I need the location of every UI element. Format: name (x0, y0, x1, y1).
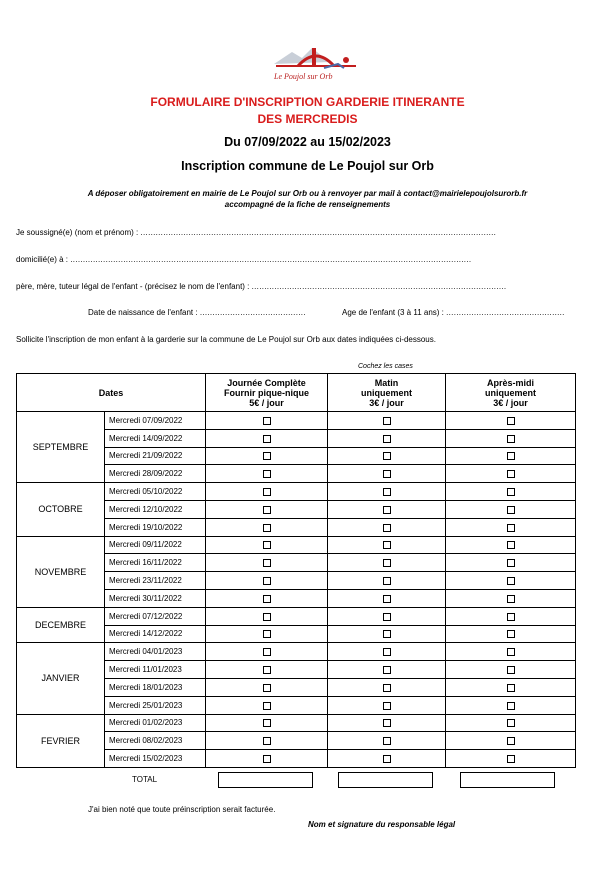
checkbox-journee[interactable] (263, 719, 271, 727)
field-soussigne-label: Je soussigné(e) (nom et prénom) : (16, 228, 141, 237)
month-label: JANVIER (17, 643, 105, 714)
checkbox-cell-journee (206, 518, 328, 536)
checkbox-journee[interactable] (263, 648, 271, 656)
checkbox-cell-journee (206, 661, 328, 679)
date-cell: Mercredi 04/01/2023 (105, 643, 206, 661)
checkbox-cell-journee (206, 678, 328, 696)
checkbox-journee[interactable] (263, 488, 271, 496)
date-cell: Mercredi 23/11/2022 (105, 572, 206, 590)
checkbox-journee[interactable] (263, 755, 271, 763)
registration-table (16, 373, 576, 768)
checkbox-cell-journee (206, 554, 328, 572)
month-label: SEPTEMBRE (17, 412, 105, 483)
checkbox-cell-matin (328, 678, 446, 696)
checkbox-apres-midi[interactable] (507, 613, 515, 621)
checkbox-cell-matin (328, 696, 446, 714)
checkbox-cell-journee (206, 607, 328, 625)
table-header-row (17, 374, 576, 412)
footer-note: J'ai bien noté que toute préinscription serait facturée. (88, 805, 276, 814)
period-text: Du 07/09/2022 au 15/02/2023 (224, 135, 391, 149)
checkbox-matin[interactable] (383, 702, 391, 710)
checkbox-matin[interactable] (383, 595, 391, 603)
form-title-line1: FORMULAIRE D'INSCRIPTION GARDERIE ITINERANTE (150, 95, 465, 109)
checkbox-journee[interactable] (263, 595, 271, 603)
date-cell: Mercredi 09/11/2022 (105, 536, 206, 554)
checkbox-cell-journee (206, 643, 328, 661)
checkbox-apres-midi[interactable] (507, 452, 515, 460)
checkbox-cell-apres-midi (446, 732, 576, 750)
total-matin-box[interactable] (338, 772, 433, 788)
checkbox-apres-midi[interactable] (507, 470, 515, 478)
checkbox-journee[interactable] (263, 559, 271, 567)
field-age-dots[interactable]: ............................................... (446, 308, 565, 317)
checkbox-apres-midi[interactable] (507, 417, 515, 425)
table-row (17, 643, 576, 661)
checkbox-journee[interactable] (263, 737, 271, 745)
month-label: DECEMBRE (17, 607, 105, 643)
date-cell: Mercredi 19/10/2022 (105, 518, 206, 536)
checkbox-apres-midi[interactable] (507, 506, 515, 514)
checkbox-cell-journee (206, 465, 328, 483)
field-soussigne (16, 228, 496, 237)
field-domicile-label: domicilié(e) à : (16, 255, 71, 264)
date-cell: Mercredi 18/01/2023 (105, 678, 206, 696)
checkbox-matin[interactable] (383, 613, 391, 621)
checkbox-journee[interactable] (263, 630, 271, 638)
checkbox-cell-apres-midi (446, 714, 576, 732)
date-cell: Mercredi 07/09/2022 (105, 412, 206, 430)
form-title-line2: DES MERCREDIS (257, 112, 358, 126)
checkbox-cell-apres-midi (446, 536, 576, 554)
instructions-line1: A déposer obligatoirement en mairie de Le Poujol sur Orb ou à renvoyer par mail à contact@mairielepoujolsurorb.fr (87, 189, 528, 198)
checkbox-cell-journee (206, 732, 328, 750)
checkbox-journee[interactable] (263, 417, 271, 425)
field-naissance-dots[interactable]: .......................................... (199, 308, 306, 317)
date-cell: Mercredi 05/10/2022 (105, 483, 206, 501)
checkbox-apres-midi[interactable] (507, 577, 515, 585)
checkbox-matin[interactable] (383, 719, 391, 727)
checkbox-cell-journee (206, 447, 328, 465)
checkbox-cell-matin (328, 643, 446, 661)
total-apres-midi-box[interactable] (460, 772, 555, 788)
checkbox-apres-midi[interactable] (507, 559, 515, 567)
checkbox-apres-midi[interactable] (507, 737, 515, 745)
checkbox-matin[interactable] (383, 559, 391, 567)
checkbox-cell-matin (328, 412, 446, 430)
table-row (17, 483, 576, 501)
month-label: OCTOBRE (17, 483, 105, 536)
checkbox-journee[interactable] (263, 435, 271, 443)
date-cell: Mercredi 11/01/2023 (105, 661, 206, 679)
checkbox-apres-midi[interactable] (507, 435, 515, 443)
checkbox-apres-midi[interactable] (507, 488, 515, 496)
checkbox-cell-journee (206, 750, 328, 768)
checkbox-matin[interactable] (383, 630, 391, 638)
sollicite-text: Sollicite l'inscription de mon enfant à la garderie sur la commune de Le Poujol sur Orb aux dates indiquées ci-dessous. (16, 335, 436, 344)
checkbox-matin[interactable] (383, 737, 391, 745)
field-domicile-dots[interactable]: ............................................................................................................................................................... (70, 255, 472, 264)
field-naissance (88, 308, 306, 317)
checkbox-cell-matin (328, 732, 446, 750)
field-parent (16, 282, 506, 291)
field-naissance-label: Date de naissance de l'enfant : (88, 308, 200, 317)
table-row (17, 607, 576, 625)
checkbox-cell-journee (206, 714, 328, 732)
checkbox-cell-apres-midi (446, 447, 576, 465)
checkbox-cell-journee (206, 572, 328, 590)
checkbox-cell-journee (206, 429, 328, 447)
checkbox-cell-matin (328, 554, 446, 572)
checkbox-journee[interactable] (263, 684, 271, 692)
checkbox-cell-matin (328, 518, 446, 536)
checkbox-cell-matin (328, 500, 446, 518)
checkbox-cell-matin (328, 625, 446, 643)
field-age (342, 308, 565, 317)
checkbox-cell-apres-midi (446, 465, 576, 483)
checkbox-apres-midi[interactable] (507, 524, 515, 532)
checkbox-cell-journee (206, 589, 328, 607)
date-cell: Mercredi 01/02/2023 (105, 714, 206, 732)
logo-text: Le Poujol sur Orb (274, 72, 333, 81)
field-parent-label: père, mère, tuteur légal de l'enfant - (précisez le nom de l'enfant) : (16, 282, 252, 291)
checkbox-apres-midi[interactable] (507, 719, 515, 727)
table-row (17, 714, 576, 732)
checkbox-cell-matin (328, 536, 446, 554)
checkbox-journee[interactable] (263, 506, 271, 514)
checkbox-cell-apres-midi (446, 429, 576, 447)
total-label: TOTAL (132, 775, 158, 784)
checkbox-cell-apres-midi (446, 625, 576, 643)
checkbox-matin[interactable] (383, 684, 391, 692)
date-cell: Mercredi 25/01/2023 (105, 696, 206, 714)
cochez-text: Cochez les cases (358, 363, 413, 370)
checkbox-apres-midi[interactable] (507, 702, 515, 710)
checkbox-journee[interactable] (263, 702, 271, 710)
checkbox-cell-apres-midi (446, 518, 576, 536)
commune-logo (268, 42, 364, 88)
checkbox-cell-apres-midi (446, 554, 576, 572)
checkbox-cell-matin (328, 714, 446, 732)
checkbox-cell-matin (328, 607, 446, 625)
commune-text: Inscription commune de Le Poujol sur Orb (181, 159, 434, 173)
checkbox-cell-journee (206, 483, 328, 501)
checkbox-matin[interactable] (383, 417, 391, 425)
checkbox-cell-apres-midi (446, 696, 576, 714)
checkbox-cell-apres-midi (446, 678, 576, 696)
instructions-line2: accompagné de la fiche de renseignements (224, 200, 391, 209)
checkbox-apres-midi[interactable] (507, 630, 515, 638)
date-cell: Mercredi 14/09/2022 (105, 429, 206, 447)
field-soussigne-dots[interactable]: ............................................................................................................................................. (140, 228, 497, 237)
checkbox-matin[interactable] (383, 755, 391, 763)
checkbox-apres-midi[interactable] (507, 755, 515, 763)
checkbox-apres-midi[interactable] (507, 595, 515, 603)
checkbox-cell-journee (206, 412, 328, 430)
checkbox-cell-matin (328, 447, 446, 465)
checkbox-journee[interactable] (263, 577, 271, 585)
table-row (17, 412, 576, 430)
checkbox-cell-matin (328, 483, 446, 501)
checkbox-matin[interactable] (383, 577, 391, 585)
field-domicile (16, 255, 471, 264)
date-cell: Mercredi 16/11/2022 (105, 554, 206, 572)
signature-label: Nom et signature du responsable légal (308, 820, 456, 829)
header-matin: Matin uniquement 3€ / jour (328, 374, 446, 412)
checkbox-journee[interactable] (263, 524, 271, 532)
checkbox-matin[interactable] (383, 435, 391, 443)
checkbox-cell-journee (206, 500, 328, 518)
month-label: NOVEMBRE (17, 536, 105, 607)
checkbox-matin[interactable] (383, 666, 391, 674)
date-cell: Mercredi 15/02/2023 (105, 750, 206, 768)
checkbox-journee[interactable] (263, 452, 271, 460)
checkbox-matin[interactable] (383, 541, 391, 549)
checkbox-cell-apres-midi (446, 500, 576, 518)
checkbox-cell-apres-midi (446, 412, 576, 430)
header-apres-midi: Après-midi uniquement 3€ / jour (446, 374, 576, 412)
checkbox-cell-matin (328, 661, 446, 679)
checkbox-journee[interactable] (263, 541, 271, 549)
bridge-logo-icon (268, 42, 364, 72)
field-parent-dots[interactable]: ..................................................................................................... (251, 282, 507, 291)
header-dates: Dates (17, 374, 206, 412)
checkbox-cell-apres-midi (446, 750, 576, 768)
checkbox-cell-apres-midi (446, 661, 576, 679)
checkbox-matin[interactable] (383, 524, 391, 532)
date-cell: Mercredi 21/09/2022 (105, 447, 206, 465)
checkbox-cell-journee (206, 625, 328, 643)
date-cell: Mercredi 30/11/2022 (105, 589, 206, 607)
checkbox-cell-matin (328, 429, 446, 447)
checkbox-apres-midi[interactable] (507, 648, 515, 656)
date-cell: Mercredi 12/10/2022 (105, 500, 206, 518)
checkbox-apres-midi[interactable] (507, 541, 515, 549)
checkbox-apres-midi[interactable] (507, 684, 515, 692)
checkbox-cell-apres-midi (446, 483, 576, 501)
checkbox-cell-journee (206, 536, 328, 554)
checkbox-cell-apres-midi (446, 607, 576, 625)
table-row (17, 536, 576, 554)
checkbox-cell-matin (328, 750, 446, 768)
date-cell: Mercredi 07/12/2022 (105, 607, 206, 625)
checkbox-journee[interactable] (263, 666, 271, 674)
checkbox-cell-apres-midi (446, 572, 576, 590)
field-age-label: Age de l'enfant (3 à 11 ans) : (342, 308, 447, 317)
checkbox-matin[interactable] (383, 452, 391, 460)
checkbox-journee[interactable] (263, 470, 271, 478)
checkbox-cell-apres-midi (446, 589, 576, 607)
total-journee-box[interactable] (218, 772, 313, 788)
checkbox-apres-midi[interactable] (507, 666, 515, 674)
checkbox-matin[interactable] (383, 506, 391, 514)
date-cell: Mercredi 14/12/2022 (105, 625, 206, 643)
month-label: FEVRIER (17, 714, 105, 767)
date-cell: Mercredi 28/09/2022 (105, 465, 206, 483)
date-cell: Mercredi 08/02/2023 (105, 732, 206, 750)
checkbox-journee[interactable] (263, 613, 271, 621)
checkbox-cell-matin (328, 589, 446, 607)
checkbox-cell-matin (328, 465, 446, 483)
checkbox-cell-apres-midi (446, 643, 576, 661)
header-journee: Journée Complète Fournir pique-nique 5€ / jour (206, 374, 328, 412)
checkbox-cell-journee (206, 696, 328, 714)
checkbox-matin[interactable] (383, 470, 391, 478)
checkbox-cell-matin (328, 572, 446, 590)
checkbox-matin[interactable] (383, 648, 391, 656)
checkbox-matin[interactable] (383, 488, 391, 496)
